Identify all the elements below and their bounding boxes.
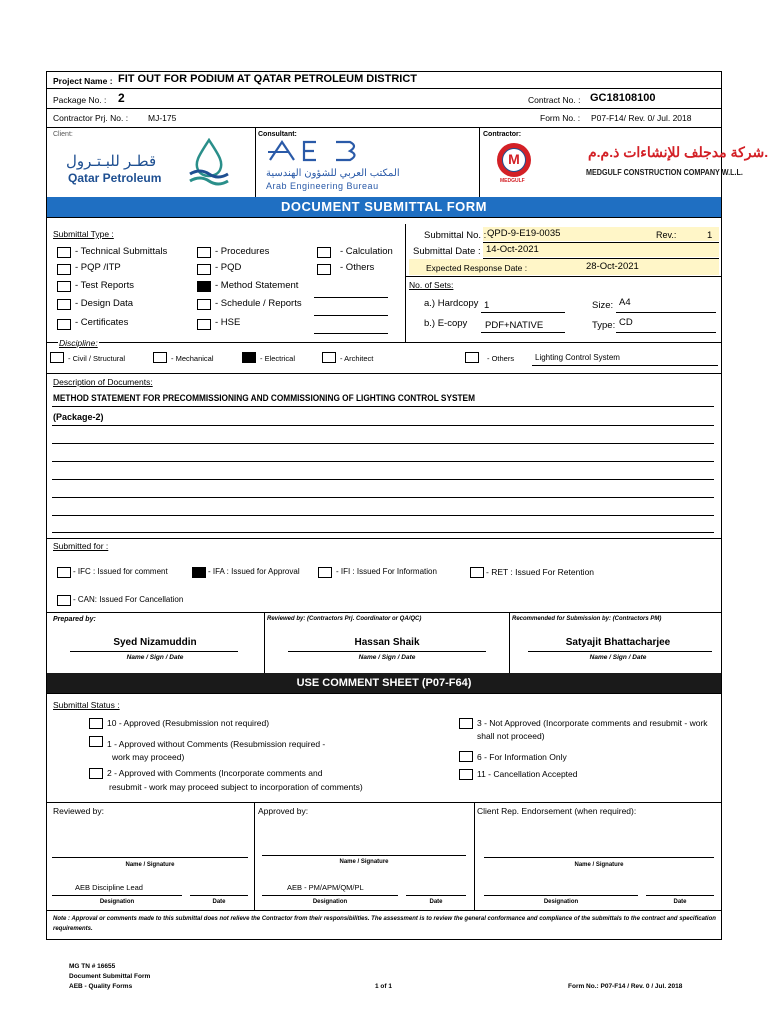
cb-others-type[interactable] bbox=[317, 264, 331, 275]
submittal-type-label: Submittal Type : bbox=[53, 229, 114, 239]
rev-label: Rev.: bbox=[656, 230, 677, 240]
aeb-logo-icon bbox=[266, 138, 370, 164]
status-1-label-a: 1 - Approved without Comments (Resubmission required - bbox=[107, 739, 326, 749]
approved-designation: Designation bbox=[312, 899, 348, 905]
description-line-1: METHOD STATEMENT FOR PRECOMMISSIONING AND COMMISSIONING OF LIGHTING CONTROL SYSTEM bbox=[53, 393, 475, 403]
cb-status-1[interactable] bbox=[89, 736, 103, 747]
reviewed-by-label: Reviewed by: (Contractors Prj. Coordinator or QA/QC) bbox=[267, 616, 422, 622]
note-text: Note : Approval or comments made to this submittal does not relieve the Contractor from their responsibilities. The assessment is to review the general conformance and compliance of the submittals to the contract and specification requirements. bbox=[53, 916, 716, 932]
review-reviewed-label: Reviewed by: bbox=[53, 806, 105, 816]
cb-method-statement[interactable] bbox=[197, 281, 211, 292]
aeb-arabic: المكتب العربي للشؤون الهندسية bbox=[266, 168, 400, 179]
design-data-label: - Design Data bbox=[75, 298, 134, 309]
qatar-petroleum-logo-icon bbox=[186, 138, 232, 188]
cb-status-11[interactable] bbox=[459, 769, 473, 780]
rev-value: 1 bbox=[707, 230, 713, 241]
medgulf-arabic: شركة مدجلف للإنشاءات ذ.م.م. bbox=[588, 144, 768, 160]
calculation-label: - Calculation bbox=[340, 246, 393, 257]
cb-procedures[interactable] bbox=[197, 247, 211, 258]
cb-hse[interactable] bbox=[197, 319, 211, 330]
submittal-date-value: 14-Oct-2021 bbox=[486, 244, 539, 255]
cb-architect[interactable] bbox=[322, 352, 336, 363]
schedule-reports-label: - Schedule / Reports bbox=[215, 298, 302, 309]
architect-label: - Architect bbox=[340, 354, 374, 363]
electrical-label: - Electrical bbox=[260, 354, 296, 363]
client-date: Date bbox=[673, 899, 687, 905]
cb-test-reports[interactable] bbox=[57, 281, 71, 292]
reviewed-by-name: Hassan Shaik bbox=[354, 637, 420, 648]
contractor-label: Contractor: bbox=[483, 131, 522, 138]
hardcopy-value: 1 bbox=[484, 300, 490, 311]
form-title-band: DOCUMENT SUBMITTAL FORM bbox=[47, 197, 721, 217]
submittal-no-value: QPD-9-E19-0035 bbox=[487, 228, 561, 239]
approved-date: Date bbox=[429, 899, 443, 905]
description-line-2: (Package-2) bbox=[53, 412, 104, 422]
recommended-by-name: Satyajit Bhattacharjee bbox=[565, 637, 671, 648]
cb-civil-structural[interactable] bbox=[50, 352, 64, 363]
submitted-for-label: Submitted for : bbox=[53, 541, 109, 551]
pqd-label: - PQD bbox=[215, 262, 242, 273]
contractor-prj-label: Contractor Prj. No. : bbox=[53, 113, 129, 123]
submittal-no-label: Submittal No. : bbox=[424, 230, 487, 241]
footer-line-2: Document Submittal Form bbox=[69, 973, 151, 980]
ret-label: - RET : Issued For Retention bbox=[486, 567, 595, 577]
package-label: Package No. : bbox=[53, 95, 107, 105]
cb-calculation[interactable] bbox=[317, 247, 331, 258]
can-label: - CAN: Issued For Cancellation bbox=[73, 595, 184, 604]
medgulf-badge: M bbox=[502, 148, 526, 172]
cb-pqd[interactable] bbox=[197, 264, 211, 275]
expected-date-value: 28-Oct-2021 bbox=[586, 261, 639, 272]
cb-technical-submittals[interactable] bbox=[57, 247, 71, 258]
status-2-label-b: resubmit - work may proceed subject to incorporation of comments) bbox=[109, 782, 363, 792]
cb-schedule-reports[interactable] bbox=[197, 299, 211, 310]
status-2-label-a: 2 - Approved with Comments (Incorporate comments and bbox=[107, 768, 323, 778]
prepared-by-name: Syed Nizamuddin bbox=[113, 637, 197, 648]
cb-pqp-itp[interactable] bbox=[57, 264, 71, 275]
pqp-itp-label: - PQP /ITP bbox=[75, 262, 121, 273]
recommended-by-label: Recommended for Submission by: (Contractors PM) bbox=[512, 616, 662, 622]
cb-status-10[interactable] bbox=[89, 718, 103, 729]
ifi-label: - IFI : Issued For Information bbox=[336, 567, 437, 576]
footer-form: Form No.: P07-F14 / Rev. 0 / Jul. 2018 bbox=[568, 983, 683, 990]
sets-label: No. of Sets: bbox=[409, 280, 454, 290]
ecopy-label: b.) E-copy bbox=[424, 318, 468, 329]
cb-can[interactable] bbox=[57, 595, 71, 606]
footer-line-3: AEB - Quality Forms bbox=[69, 983, 133, 990]
cb-ifc[interactable] bbox=[57, 567, 71, 578]
ifa-label: - IFA : Issued for Approval bbox=[208, 567, 300, 576]
cb-status-2[interactable] bbox=[89, 768, 103, 779]
expected-date-label: Expected Response Date : bbox=[426, 263, 528, 273]
status-3-label-a: 3 - Not Approved (Incorporate comments and resubmit - work bbox=[477, 718, 708, 728]
status-6-label: 6 - For Information Only bbox=[477, 752, 567, 762]
cb-design-data[interactable] bbox=[57, 299, 71, 310]
footer-page: 1 of 1 bbox=[375, 983, 392, 990]
prepared-by-label: Prepared by: bbox=[53, 616, 96, 623]
size-label: Size: bbox=[592, 300, 614, 311]
form-value: P07-F14/ Rev. 0/ Jul. 2018 bbox=[591, 113, 692, 123]
others-discipline-value: Lighting Control System bbox=[535, 353, 620, 362]
approved-name-sig: Name / Signature bbox=[339, 859, 389, 865]
status-3-label-b: shall not proceed) bbox=[477, 731, 545, 741]
contractor-prj-value: MJ-175 bbox=[148, 113, 177, 123]
aeb-discipline-lead: AEB Discipline Lead bbox=[75, 883, 143, 892]
others-discipline-label: - Others bbox=[487, 354, 515, 363]
description-label: Description of Documents: bbox=[53, 377, 153, 387]
type-label: Type: bbox=[592, 320, 616, 331]
procedures-label: - Procedures bbox=[215, 246, 270, 257]
test-reports-label: - Test Reports bbox=[75, 280, 134, 291]
submittal-date-label: Submittal Date : bbox=[413, 246, 481, 257]
certificates-label: - Certificates bbox=[75, 317, 129, 328]
civil-structural-label: - Civil / Structural bbox=[68, 354, 126, 363]
medgulf-logo-icon bbox=[497, 143, 531, 177]
review-approved-label: Approved by: bbox=[258, 806, 309, 816]
cb-certificates[interactable] bbox=[57, 319, 71, 330]
size-value: A4 bbox=[619, 297, 631, 308]
status-10-label: 10 - Approved (Resubmission not required) bbox=[107, 718, 270, 728]
reviewed-by-sub: Name / Sign / Date bbox=[358, 654, 416, 661]
cb-mechanical[interactable] bbox=[153, 352, 167, 363]
aeb-name: Arab Engineering Bureau bbox=[266, 181, 379, 191]
cb-electrical[interactable] bbox=[242, 352, 256, 363]
status-1-label-b: work may proceed) bbox=[112, 752, 185, 762]
qp-arabic: قطـر للبـتـرول bbox=[66, 153, 157, 170]
medgulf-name: MEDGULF CONSTRUCTION COMPANY W.L.L. bbox=[586, 168, 743, 177]
cb-others-discipline[interactable] bbox=[465, 352, 479, 363]
cb-ifa[interactable] bbox=[192, 567, 206, 578]
client-label: Client: bbox=[53, 131, 73, 138]
mechanical-label: - Mechanical bbox=[171, 354, 214, 363]
discipline-label: Discipline: bbox=[59, 338, 98, 348]
submittal-status-label: Submittal Status : bbox=[53, 700, 120, 710]
project-label: Project Name : bbox=[53, 76, 113, 86]
reviewed-name-sig: Name / Signature bbox=[125, 862, 175, 868]
technical-submittals-label: - Technical Submittals bbox=[75, 246, 168, 257]
review-client-label: Client Rep. Endorsement (when required): bbox=[477, 806, 637, 816]
aeb-pm: AEB - PM/APM/QM/PL bbox=[287, 883, 364, 892]
project-value: FIT OUT FOR PODIUM AT QATAR PETROLEUM DISTRICT bbox=[118, 73, 418, 85]
footer-line-1: MG TN # 16655 bbox=[69, 963, 116, 970]
cb-status-6[interactable] bbox=[459, 751, 473, 762]
cb-status-3[interactable] bbox=[459, 718, 473, 729]
hse-label: - HSE bbox=[215, 317, 241, 328]
client-name-sig: Name / Signature bbox=[574, 862, 624, 868]
contract-value: GC18108100 bbox=[590, 92, 656, 104]
medgulf-badge-text: MEDGULF bbox=[500, 178, 525, 184]
others-type-label: - Others bbox=[340, 262, 375, 273]
hardcopy-label: a.) Hardcopy bbox=[424, 298, 479, 309]
reviewed-date: Date bbox=[212, 899, 226, 905]
qp-name: Qatar Petroleum bbox=[68, 171, 162, 185]
client-designation: Designation bbox=[543, 899, 579, 905]
package-value: 2 bbox=[118, 91, 125, 105]
method-statement-label: - Method Statement bbox=[215, 280, 299, 291]
form-label: Form No. : bbox=[540, 113, 581, 123]
reviewed-designation: Designation bbox=[99, 899, 135, 905]
status-11-label: 11 - Cancellation Accepted bbox=[477, 769, 578, 779]
recommended-by-sub: Name / Sign / Date bbox=[589, 654, 647, 661]
cb-ret[interactable] bbox=[470, 567, 484, 578]
comment-sheet-band: USE COMMENT SHEET (P07-F64) bbox=[47, 673, 721, 693]
consultant-label: Consultant: bbox=[258, 131, 297, 138]
contract-label: Contract No. : bbox=[528, 95, 581, 105]
ifc-label: - IFC : Issued for comment bbox=[73, 567, 168, 576]
cb-ifi[interactable] bbox=[318, 567, 332, 578]
ecopy-value: PDF+NATIVE bbox=[485, 320, 544, 331]
prepared-by-sub: Name / Sign / Date bbox=[126, 654, 184, 661]
type-value: CD bbox=[619, 317, 633, 328]
